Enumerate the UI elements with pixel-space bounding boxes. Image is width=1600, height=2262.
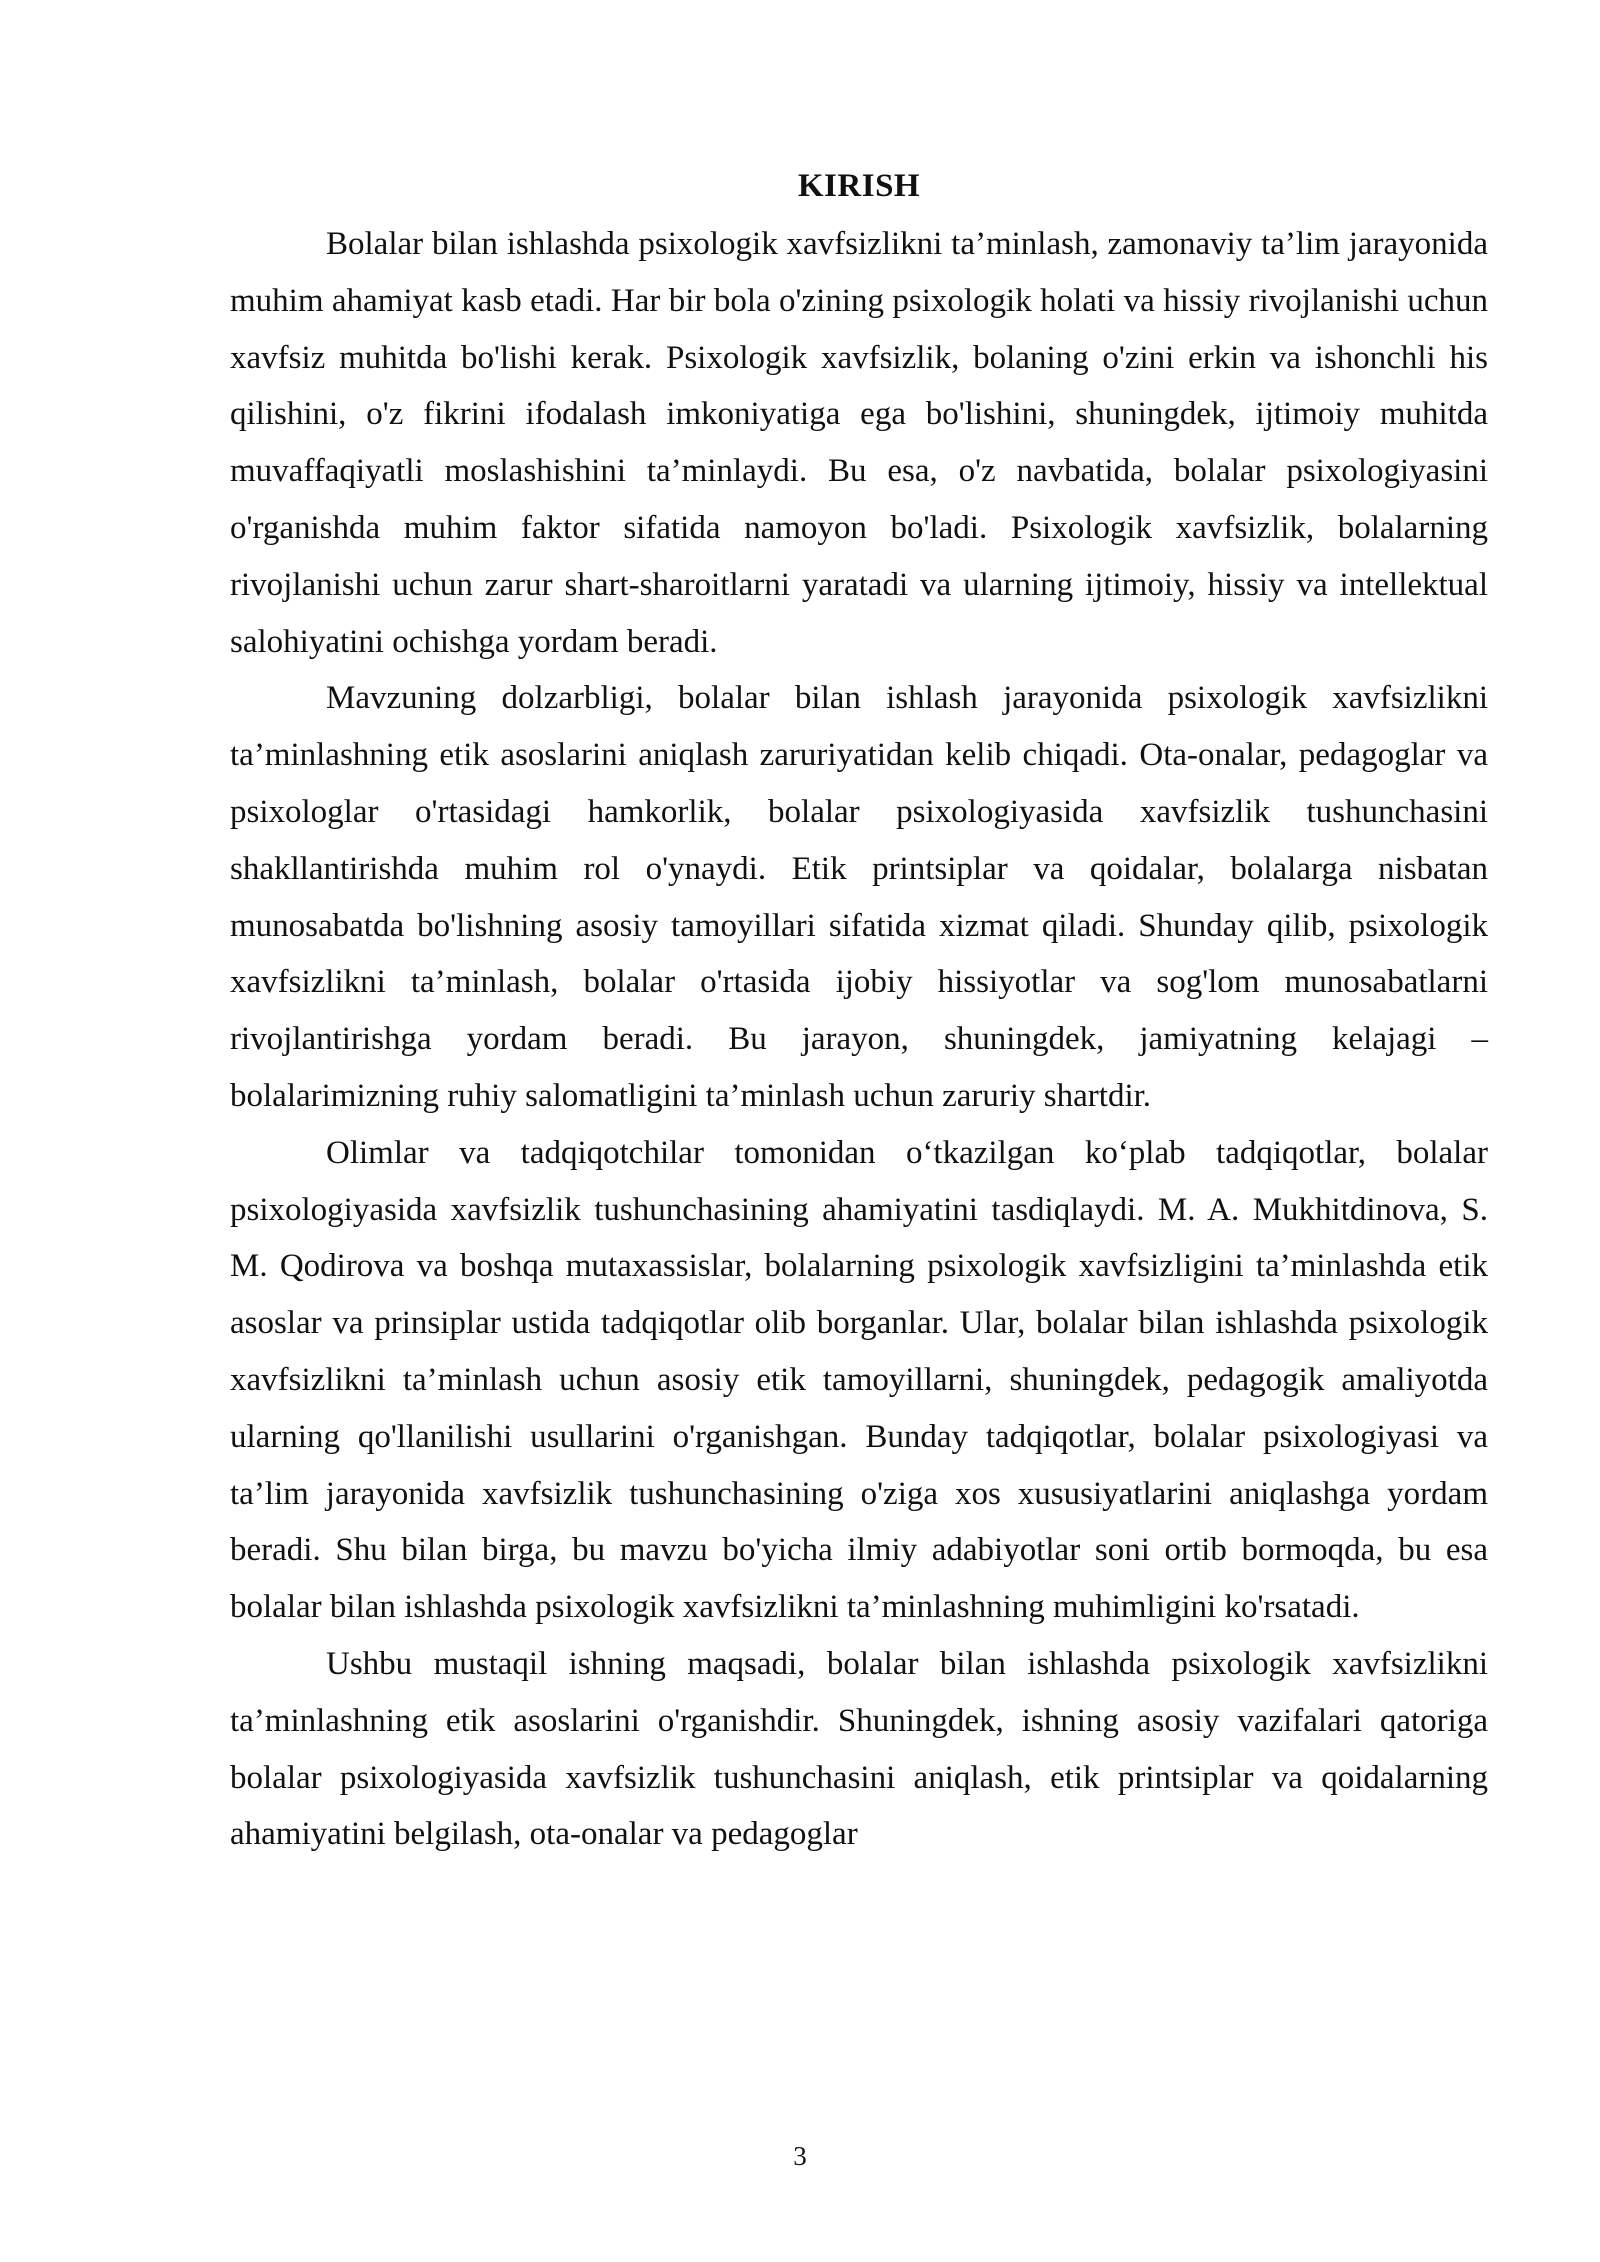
page-content <box>230 158 1488 1863</box>
paragraph-1: Bolalar bilan ishlashda psixologik xavfsizlikni ta’minlash, zamonaviy ta’lim jarayonida muhim ahamiyat kasb etadi. Har bir bola o'zining psixologik holati va hissiy rivojlanishi uchun xavfsiz muhitda bo'lishi kerak. Psixologik xavfsizlik, bolaning o'zini erkin va ishonchli his qilishini, o'z fikrini ifodalash imkoniyatiga ega bo'lishini, shuningdek, ijtimoiy muhitda muvaffaqiyatli moslashishini ta’minlaydi. Bu esa, o'z navbatida, bolalar psixologiyasini o'rganishda muhim faktor sifatida namoyon bo'ladi. Psixologik xavfsizlik, bolalarning rivojlanishi uchun zarur shart-sharoitlarni yaratadi va ularning ijtimoiy, hissiy va intellektual salohiyatini ochishga yordam beradi. <box>230 226 1488 660</box>
page-number: 3 <box>793 2141 807 2171</box>
paragraph-4: Ushbu mustaqil ishning maqsadi, bolalar bilan ishlashda psixologik xavfsizlikni ta’minlashning etik asoslarini o'rganishdir. Shuningdek, ishning asosiy vazifalari qatoriga bolalar psixologiyasida xavfsizlik tushunchasini aniqlash, etik printsiplar va qoidalarning ahamiyatini belgilash, ota-onalar va pedagoglar <box>230 1645 1488 1853</box>
paragraph-3: Olimlar va tadqiqotchilar tomonidan o‘tkazilgan ko‘plab tadqiqotlar, bolalar psixologiyasida xavfsizlik tushunchasining ahamiyatini tasdiqlaydi. M. A. Mukhitdinova, S. M. Qodirova va boshqa mutaxassislar, bolalarning psixologik xavfsizligini ta’minlashda etik asoslar va prinsiplar ustida tadqiqotlar olib borganlar. Ular, bolalar bilan ishlashda psixologik xavfsizlikni ta’minlash uchun asosiy etik tamoyillarni, shuningdek, pedagogik amaliyotda ularning qo'llanilishi usullarini o'rganishgan. Bunday tadqiqotlar, bolalar psixologiyasi va ta’lim jarayonida xavfsizlik tushunchasining o'ziga xos xususiyatlarini aniqlashga yordam beradi. Shu bilan birga, bu mavzu bo'yicha ilmiy adabiyotlar soni ortib bormoqda, bu esa bolalar bilan ishlashda psixologik xavfsizlikni ta’minlashning muhimligini ko'rsatadi. <box>230 1134 1488 1626</box>
section-title: KIRISH <box>797 168 921 204</box>
paragraph-2: Mavzuning dolzarbligi, bolalar bilan ishlash jarayonida psixologik xavfsizlikni ta’minlashning etik asoslarini aniqlash zaruriyatidan kelib chiqadi. Ota-onalar, pedagoglar va psixologlar o'rtasidagi hamkorlik, bolalar psixologiyasida xavfsizlik tushunchasini shakllantirishda muhim rol o'ynaydi. Etik printsiplar va qoidalar, bolalarga nisbatan munosabatda bo'lishning asosiy tamoyillari sifatida xizmat qiladi. Shunday qilib, psixologik xavfsizlikni ta’minlash, bolalar o'rtasida ijobiy hissiyotlar va sog'lom munosabatlarni rivojlantirishga yordam beradi. Bu jarayon, shuningdek, jamiyatning kelajagi – bolalarimizning ruhiy salomatligini ta’minlash uchun zaruriy shartdir. <box>230 680 1488 1114</box>
